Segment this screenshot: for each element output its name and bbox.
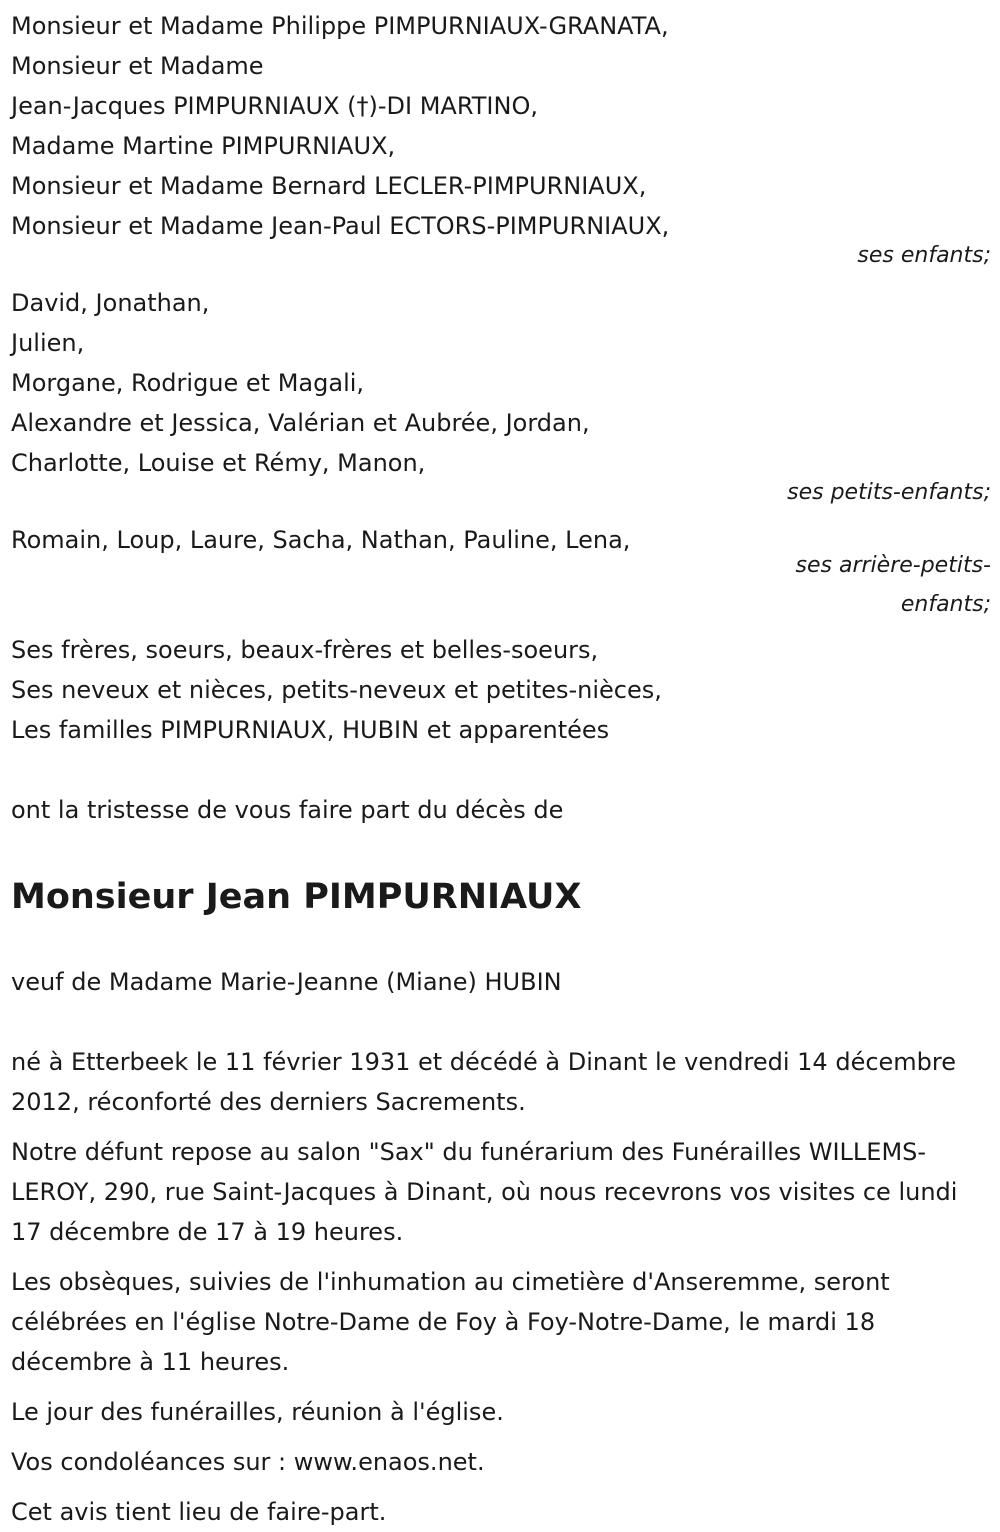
grandchildren-line: David, Jonathan, [11,289,210,317]
condolences-paragraph: Vos condoléances sur : www.enaos.net. [11,1448,485,1476]
children-line: Madame Martine PIMPURNIAUX, [11,132,396,160]
widower-text: veuf de Madame Marie-Jeanne (Miane) HUBIN [11,968,562,996]
meeting-paragraph: Le jour des funérailles, réunion à l'église. [11,1398,504,1426]
children-line: Monsieur et Madame Philippe PIMPURNIAUX-GRANATA, [11,12,669,40]
grandchildren-line: Morgane, Rodrigue et Magali, [11,369,365,397]
extended-family-section [11,630,991,750]
announcement-text: ont la tristesse de vous faire part du décès de [11,796,564,824]
great-grandchildren-line: Romain, Loup, Laure, Sacha, Nathan, Pauline, Lena, [11,526,631,554]
children-line: Monsieur et Madame Bernard LECLER-PIMPURNIAUX, [11,172,647,200]
family-line: Les familles PIMPURNIAUX, HUBIN et apparentées [11,716,610,744]
grandchildren-role-label: ses petits-enfants; [787,480,991,505]
notice-paragraph: Cet avis tient lieu de faire-part. [11,1498,387,1526]
children-section [11,6,991,275]
grandchildren-line: Charlotte, Louise et Rémy, Manon, [11,449,426,477]
grandchildren-line: Julien, [11,329,85,357]
family-line: Ses neveux et nièces, petits-neveux et petites-nièces, [11,676,662,704]
deceased-name-heading: Monsieur Jean PIMPURNIAUX [11,877,582,917]
great-grandchildren-section [11,520,991,624]
grandchildren-line: Alexandre et Jessica, Valérian et Aubrée, Jordan, [11,409,590,437]
family-line: Ses frères, soeurs, beaux-frères et belles-soeurs, [11,636,599,664]
children-line: Jean-Jacques PIMPURNIAUX (†)-DI MARTINO, [11,92,538,120]
grandchildren-section [11,283,991,512]
great-grandchildren-role-label: ses arrière-petits-enfants; [795,553,991,617]
children-line: Monsieur et Madame Jean-Paul ECTORS-PIMPURNIAUX, [11,212,670,240]
viewing-paragraph: Notre défunt repose au salon "Sax" du funérarium des Funérailles WILLEMS-LEROY, 290, rue Saint-Jacques à Dinant, où nous recevrons vos visites ce lundi 17 décembre de 17 à 19 heures. [11,1138,958,1246]
children-line: Monsieur et Madame [11,52,264,80]
birth-death-paragraph: né à Etterbeek le 11 février 1931 et décédé à Dinant le vendredi 14 décembre 2012, réconforté des derniers Sacrements. [11,1048,957,1116]
funeral-paragraph: Les obsèques, suivies de l'inhumation au cimetière d'Anseremme, seront célébrées en l'église Notre-Dame de Foy à Foy-Notre-Dame, le mardi 18 décembre à 11 heures. [11,1268,890,1376]
children-role-label: ses enfants; [857,243,991,268]
obituary-notice [11,6,991,1532]
